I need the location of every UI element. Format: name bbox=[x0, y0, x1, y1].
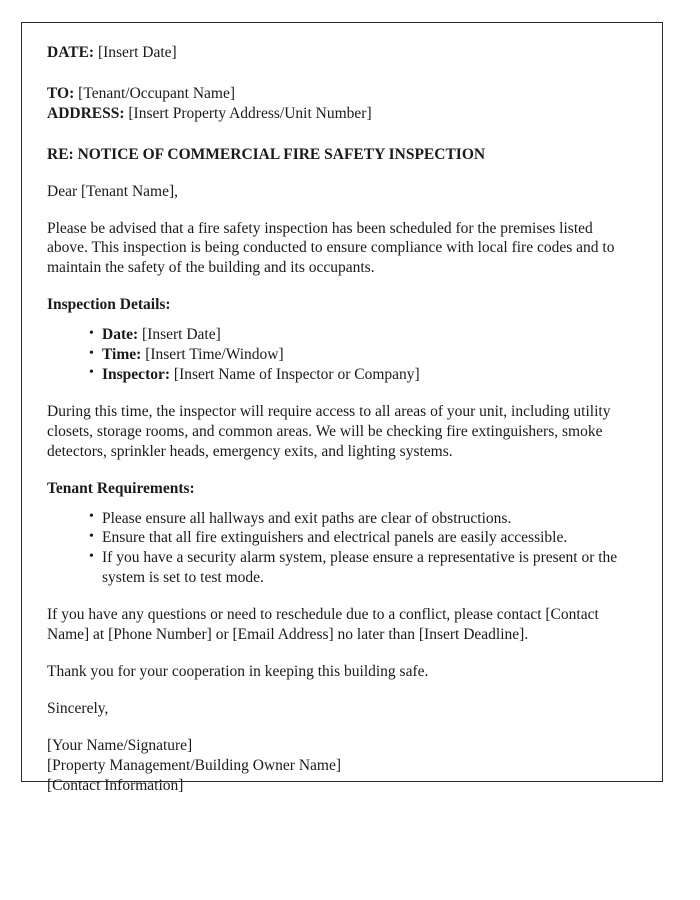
spacer bbox=[47, 645, 634, 662]
spacer bbox=[47, 385, 634, 402]
inspection-details-list bbox=[47, 325, 634, 385]
spacer bbox=[47, 165, 634, 182]
address-label: ADDRESS: bbox=[47, 104, 125, 122]
spacer bbox=[47, 499, 634, 509]
detail-label: Date: bbox=[102, 326, 139, 344]
list-item bbox=[89, 345, 634, 365]
letter-body bbox=[47, 43, 634, 795]
contact-paragraph: If you have any questions or need to reschedule due to a conflict, please contact [Contact Name] at [Phone Number] or [Email Address] no later than [Insert Deadline]. bbox=[47, 606, 599, 644]
spacer bbox=[47, 719, 634, 736]
spacer bbox=[47, 588, 634, 605]
spacer bbox=[47, 682, 634, 699]
recipient-line bbox=[47, 84, 634, 104]
list-item bbox=[89, 365, 634, 385]
detail-value: [Insert Date] bbox=[142, 326, 221, 344]
signature-contact: [Contact Information] bbox=[47, 776, 184, 794]
list-item: • Ensure that all fire extinguishers and electrical panels are easily accessible. bbox=[89, 528, 634, 548]
subject-line: RE: NOTICE OF COMMERCIAL FIRE SAFETY INSPECTION bbox=[47, 145, 486, 163]
thanks-paragraph: Thank you for your cooperation in keeping this building safe. bbox=[47, 662, 429, 680]
detail-label: Time: bbox=[102, 346, 142, 364]
spacer bbox=[47, 462, 634, 479]
detail-value: [Insert Name of Inspector or Company] bbox=[173, 365, 420, 383]
tenant-requirements-heading: Tenant Requirements: bbox=[47, 479, 195, 497]
letter-page bbox=[21, 22, 663, 794]
spacer bbox=[47, 124, 634, 145]
address-line bbox=[47, 104, 634, 124]
date-line bbox=[47, 43, 634, 63]
spacer bbox=[47, 63, 634, 84]
access-paragraph: During this time, the inspector will require access to all areas of your unit, including utility closets, storage rooms, and common areas. We will be checking fire extinguishers, smoke detectors, sprinkler heads, emergency exits, and lighting systems. bbox=[47, 402, 611, 460]
inspection-details-heading: Inspection Details: bbox=[47, 296, 171, 314]
spacer bbox=[47, 202, 634, 219]
signature-organization: [Property Management/Building Owner Name] bbox=[47, 756, 341, 774]
closing: Sincerely, bbox=[47, 699, 109, 717]
salutation: Dear [Tenant Name], bbox=[47, 182, 179, 200]
signature-name: [Your Name/Signature] bbox=[47, 736, 193, 754]
list-item bbox=[89, 325, 634, 345]
spacer bbox=[47, 278, 634, 295]
list-item: • If you have a security alarm system, please ensure a representative is present or the system is set to test mode. bbox=[89, 548, 634, 588]
date-label: DATE: bbox=[47, 44, 95, 61]
intro-paragraph: Please be advised that a fire safety inspection has been scheduled for the premises listed above. This inspection is being conducted to ensure compliance with local fire codes and to maintain the safety of the building and its occupants. bbox=[47, 219, 615, 277]
spacer bbox=[47, 315, 634, 325]
address-value: [Insert Property Address/Unit Number] bbox=[128, 104, 372, 122]
list-item: • Please ensure all hallways and exit paths are clear of obstructions. bbox=[89, 509, 634, 529]
to-label: TO: bbox=[47, 84, 75, 102]
to-value: [Tenant/Occupant Name] bbox=[78, 84, 236, 102]
tenant-requirements-list bbox=[47, 509, 634, 589]
detail-label: Inspector: bbox=[102, 365, 171, 383]
date-value: [Insert Date] bbox=[97, 44, 177, 61]
detail-value: [Insert Time/Window] bbox=[145, 346, 284, 364]
